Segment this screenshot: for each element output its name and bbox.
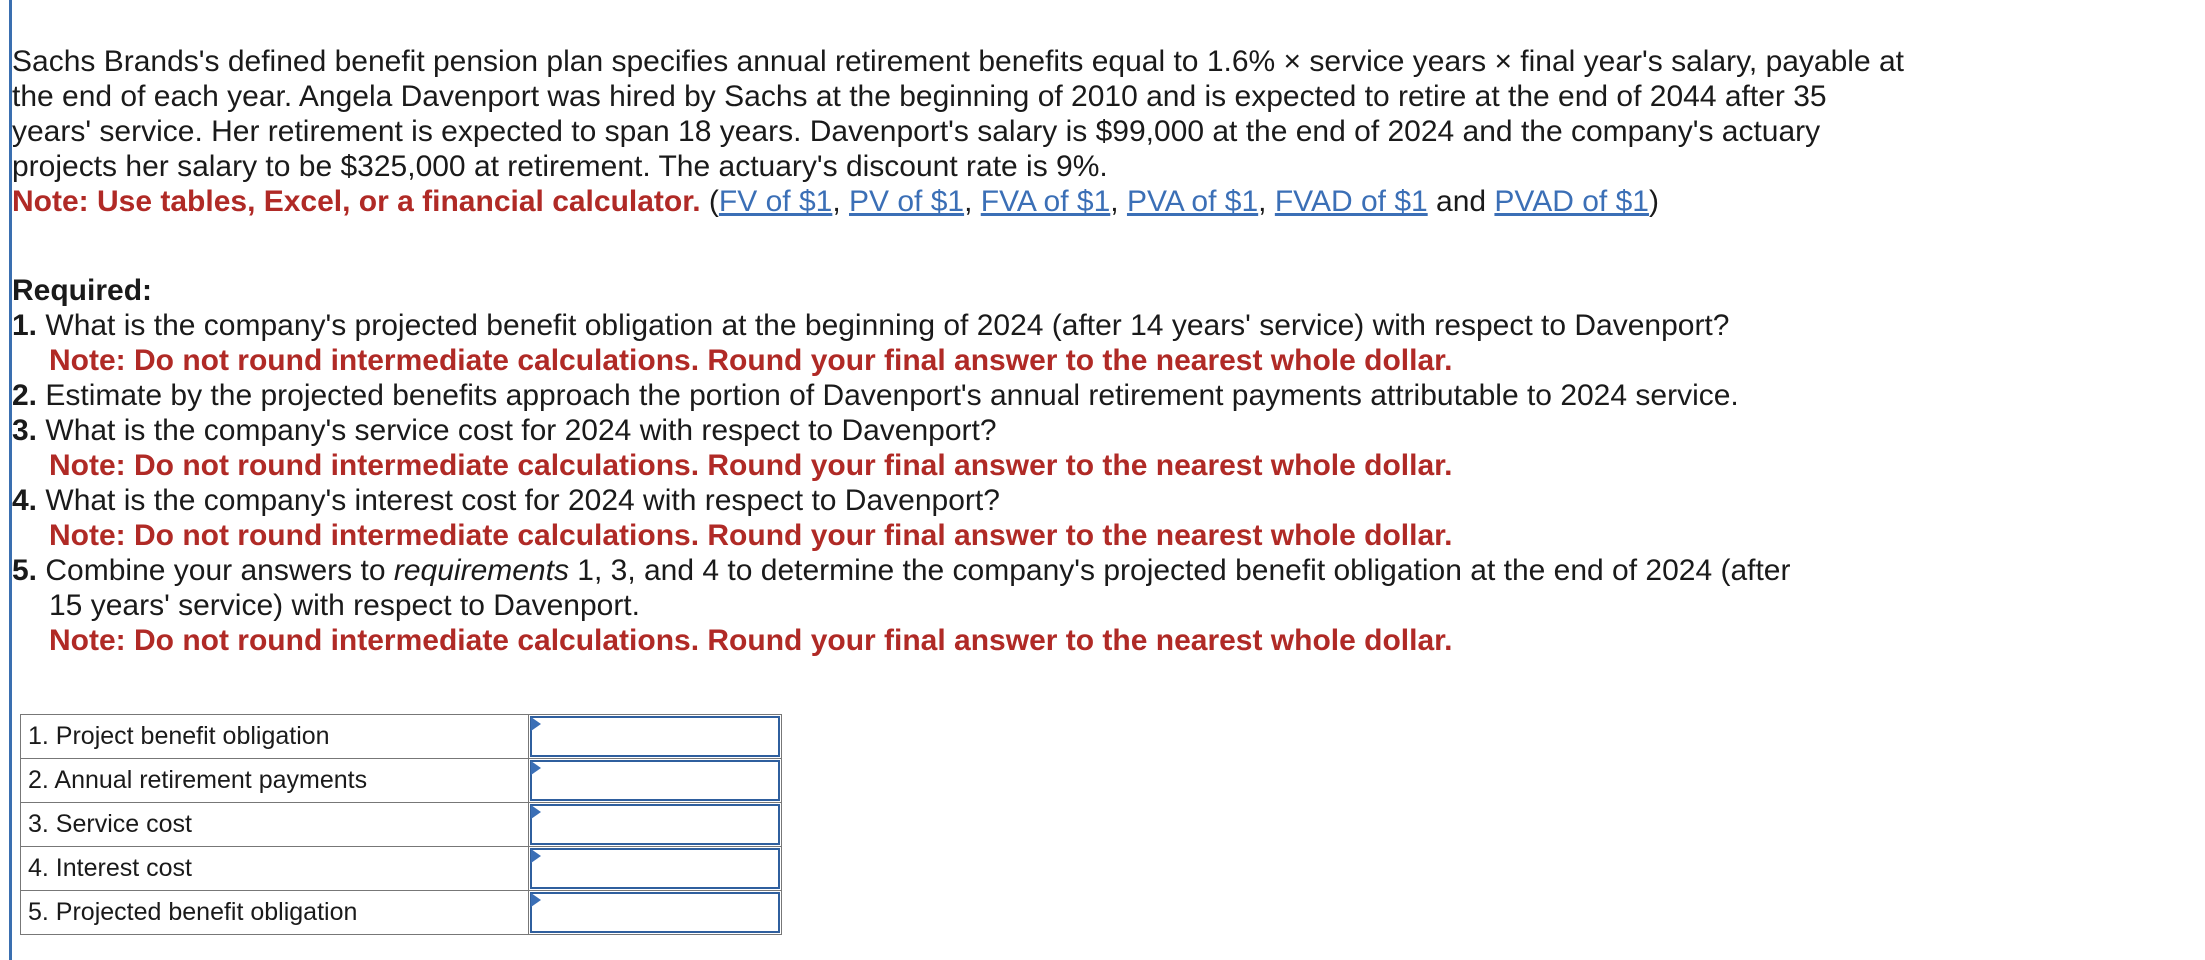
table-row (21, 715, 782, 759)
paren-open: ( (700, 185, 719, 218)
link-fva[interactable]: FVA of $1 (980, 185, 1111, 218)
link-fvad[interactable]: FVAD of $1 (1274, 185, 1428, 218)
requirement-note: Note: Do not round intermediate calculations. Round your final answer to the nearest whole dollar. (49, 344, 1453, 377)
problem-statement (12, 44, 1912, 219)
pbo-end-input[interactable] (530, 892, 780, 933)
table-row (21, 891, 782, 935)
requirement-note: Note: Do not round intermediate calculations. Round your final answer to the nearest whole dollar. (49, 519, 1453, 552)
requirement-4 (12, 483, 1912, 553)
answer-cell (529, 803, 782, 847)
link-separator: , (1110, 185, 1127, 218)
requirement-1 (12, 308, 1912, 378)
row-label-pbo-beginning: 1. Project benefit obligation (21, 715, 529, 759)
link-separator: , (1258, 185, 1275, 218)
answer-cell (529, 891, 782, 935)
problem-paragraph: Sachs Brands's defined benefit pension plan specifies annual retirement benefits equal to 1.6% × service years × final year's salary, payable at the end of each year. Angela Davenport was hired by Sachs at the beginning of 2010 and is expected to retire at the end of 2044 after 35 years' service. Her retirement is expected to span 18 years. Davenport's salary is $99,000 at the end of 2024 and the company's actuary projects her salary to be $325,000 at retirement. The actuary's discount rate is 9%. (12, 45, 1905, 183)
requirements-list (12, 308, 1912, 658)
link-fv[interactable]: FV of $1 (718, 185, 833, 218)
paren-close: ) (1648, 185, 1659, 218)
requirement-text: Estimate by the projected benefits approach the portion of Davenport's annual retirement payments attributable to 2024 service. (45, 379, 1739, 412)
requirement-5 (12, 553, 1912, 658)
table-links (719, 185, 1649, 218)
required-heading: Required: (12, 274, 153, 307)
answer-cell (529, 715, 782, 759)
table-row (21, 847, 782, 891)
table-row (21, 759, 782, 803)
answer-cell (529, 847, 782, 891)
table-note-line (12, 184, 1912, 219)
requirement-text: What is the company's projected benefit obligation at the beginning of 2024 (after 14 years' service) with respect to Davenport? (45, 309, 1730, 342)
requirement-text: What is the company's interest cost for 2024 with respect to Davenport? (45, 484, 1000, 517)
pbo-beginning-input[interactable] (530, 716, 780, 757)
requirement-text: What is the company's service cost for 2024 with respect to Davenport? (45, 414, 997, 447)
link-pva[interactable]: PVA of $1 (1126, 185, 1259, 218)
link-separator: , (964, 185, 981, 218)
question-content (12, 44, 1912, 658)
table-row (21, 803, 782, 847)
requirement-text-italic: requirements (393, 554, 569, 587)
requirement-number: 4. (12, 484, 38, 517)
row-label-interest-cost: 4. Interest cost (21, 847, 529, 891)
requirement-3 (12, 413, 1912, 483)
answer-cell (529, 759, 782, 803)
answer-table (20, 714, 782, 935)
requirement-note: Note: Do not round intermediate calculations. Round your final answer to the nearest whole dollar. (49, 624, 1453, 657)
link-pvad[interactable]: PVAD of $1 (1494, 185, 1649, 218)
link-pv[interactable]: PV of $1 (849, 185, 965, 218)
row-label-pbo-end: 5. Projected benefit obligation (21, 891, 529, 935)
requirement-2 (12, 378, 1912, 413)
interest-cost-input[interactable] (530, 848, 780, 889)
requirement-number: 1. (12, 309, 38, 342)
annual-payments-input[interactable] (530, 760, 780, 801)
service-cost-input[interactable] (530, 804, 780, 845)
link-separator: , (832, 185, 849, 218)
row-label-service-cost: 3. Service cost (21, 803, 529, 847)
link-separator-and: and (1427, 185, 1495, 218)
row-label-annual-payments: 2. Annual retirement payments (21, 759, 529, 803)
requirement-text-end: 1, 3, and 4 to determine the company's projected benefit obligation at the end of 2024 (after (568, 554, 1791, 587)
requirement-text-start: Combine your answers to (45, 554, 394, 587)
table-note-label: Note: Use tables, Excel, or a financial calculator. (12, 185, 701, 218)
requirement-number: 2. (12, 379, 38, 412)
requirement-number: 5. (12, 554, 38, 587)
requirement-number: 3. (12, 414, 38, 447)
requirement-note: Note: Do not round intermediate calculations. Round your final answer to the nearest whole dollar. (49, 449, 1453, 482)
requirement-text-line2: 15 years' service) with respect to Davenport. (49, 589, 640, 622)
